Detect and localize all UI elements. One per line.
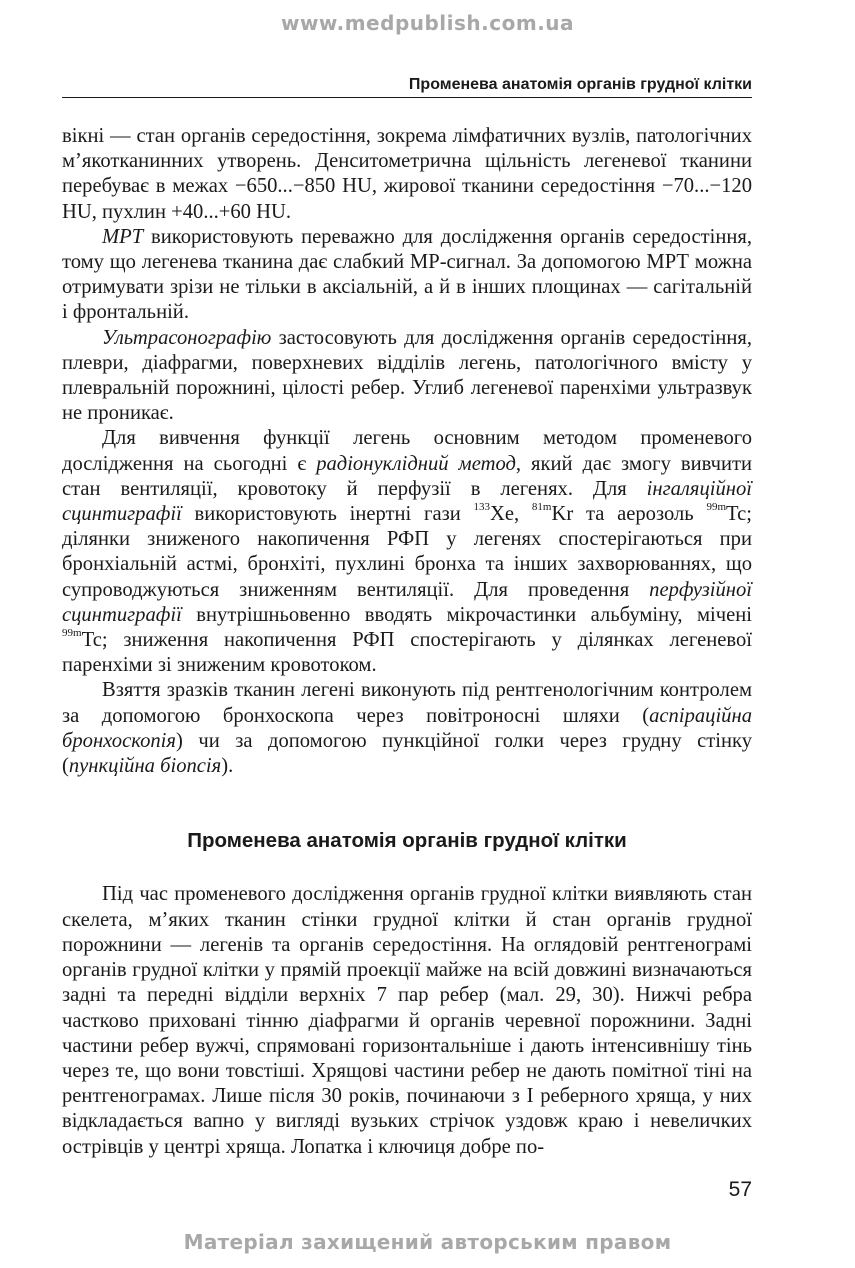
text-run: використовують інертні гази bbox=[181, 503, 474, 526]
ultrasound-term: Ультрасонографію bbox=[102, 326, 272, 349]
paragraph-ultrasound bbox=[62, 326, 752, 427]
aspiration-term: аспіраційна бронхоскопія bbox=[62, 704, 752, 752]
isotope-superscript: 99m bbox=[706, 501, 726, 514]
isotope-superscript: 99m bbox=[62, 627, 82, 640]
section-paragraph-text: Під час променевого дослідження органів грудної клітки виявляють стан скелета, м’яких тканин стінки грудної клітки й стан органів грудної порожнини — легенів та органів середостіння. На оглядовій рентгенограмі органів грудної клітки у прямій проекції майже на всій довжині визначаються задні та передні відділи верхніх 7 пар ребер (мал. 29, 30). Нижчі ребра частково приховані тінню діафрагми й органів черевної порожнини. Задні частини ребер вужчі, спрямовані горизонтальніше і дають інтенсивнішу тінь через те, що вони товстіші. Хрящові частини ребер не дають помітної тіні на рентгенограмах. Лише після 30 років, починаючи з I реберного хряща, у них відкладається вапно у вигляді вузьких стрічок уздовж краю і невеличких острівців у центрі хряща. Лопатка і ключиця добре по- bbox=[62, 883, 752, 1158]
text-run: ) чи за допомогою пункційної голки через грудну стінку ( bbox=[62, 729, 752, 778]
page-number: 57 bbox=[728, 1178, 752, 1201]
perfusion-term: перфузійної сцинтиграфії bbox=[62, 578, 752, 626]
running-head: Променева анатомія органів грудної клітки bbox=[62, 76, 752, 98]
paragraph-radionuclide bbox=[62, 426, 752, 678]
puncture-term: пункційна біопсія bbox=[68, 755, 222, 778]
text-run: Kr та аерозоль bbox=[551, 503, 707, 526]
text-run: , який дає змогу вивчити стан вентиляції, кровотоку й перфузії в легенях. Для bbox=[62, 452, 753, 500]
text-run: Tc; зниження накопичення РФП спостерігають у ділянках легеневої паренхіми зі зниженим кровотоком. bbox=[62, 629, 752, 677]
section-heading: Променева анатомія органів грудної клітки bbox=[187, 829, 627, 853]
paragraph-mri-text: використовують переважно для дослідження органів середостіння, тому що легенева тканина дає слабкий МР-сигнал. За допомогою МРТ можна отримувати зрізи не тільки в аксіальній, а й в інших площинах — сагітальній і фронтальній. bbox=[62, 225, 752, 324]
page-body bbox=[62, 124, 752, 1160]
paragraph-ultrasound-text: застосовують для дослідження органів середостіння, плеври, діафрагми, поверхневих відділів легень, патологічного вмісту у плевральній порожнині, цілості ребер. Углиб легеневої паренхіми ультразвук не проникає. bbox=[62, 326, 752, 425]
inhalation-term: інгаляційної сцинтиграфії bbox=[62, 477, 752, 526]
text-run: Взяття зразків тканин легені виконують під рентгенологічним контролем за допомогою бронхоскопа через повітроносні шляхи ( bbox=[62, 679, 752, 727]
text-run: Xe, bbox=[490, 503, 532, 526]
mri-term: МРТ bbox=[102, 225, 144, 248]
radionuclide-term: радіонуклідний метод bbox=[316, 452, 516, 475]
section-paragraph bbox=[62, 882, 752, 1159]
paragraph-mri bbox=[62, 225, 752, 326]
isotope-superscript: 81m bbox=[531, 501, 552, 514]
text-run: внутрішньовенно вводять мікрочастинки альбуміну, мічені bbox=[181, 603, 752, 626]
paragraph-biopsy bbox=[62, 678, 752, 779]
isotope-superscript: 133 bbox=[473, 501, 490, 514]
text-run: Для вивчення функції легень основним методом променевого дослідження на сьогодні є bbox=[62, 427, 752, 475]
watermark-top: www.medpublish.com.ua bbox=[280, 11, 575, 35]
text-run: ). bbox=[221, 755, 234, 778]
paragraph-1 bbox=[62, 124, 752, 225]
text-run: Tc; ділянки зниженого накопичення РФП у легенях спостерігаються при бронхіальній астмі, бронхіті, пухлині бронха та інших захворюваннях, що супроводжуються зниженням вентиляції. Для проведення bbox=[62, 503, 753, 601]
watermark-bottom: Матеріал захищений авторським правом bbox=[183, 1230, 672, 1254]
paragraph-1-text: вікні — стан органів середостіння, зокрема лімфатичних вузлів, патологічних м’якотканинних утворень. Денситометрична щільність легеневої тканини перебуває в межах −650...−850 HU, жирової тканини середостіння −70...−120 HU, пухлин +40...+60 HU. bbox=[62, 125, 752, 223]
